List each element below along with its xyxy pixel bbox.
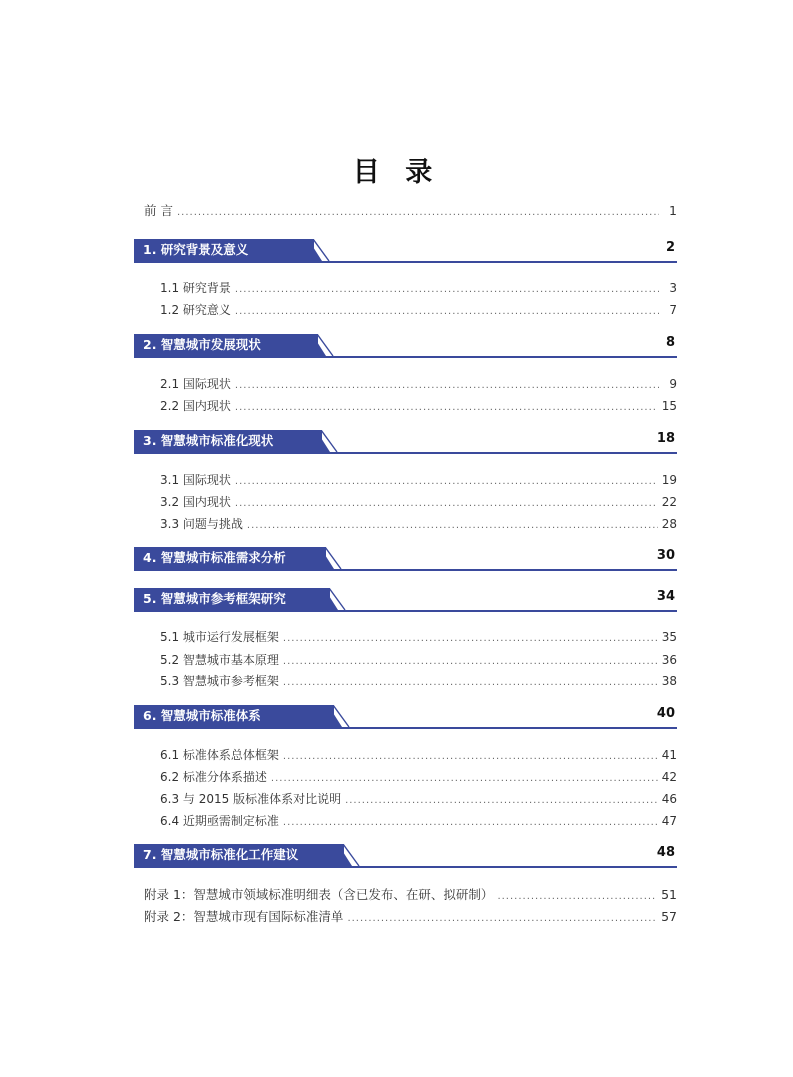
dot-leader (283, 751, 658, 762)
toc-section-label: 6.1 标准体系总体框架 (160, 748, 279, 762)
dot-leader (235, 306, 659, 317)
chapter-page-number: 48 (656, 845, 675, 860)
chapter-page-number: 30 (656, 548, 675, 563)
toc-section[interactable] (134, 471, 677, 488)
toc-section[interactable] (134, 790, 677, 807)
toc-section-page-number: 22 (661, 495, 677, 509)
chapter-page-number: 18 (656, 431, 675, 446)
toc-chapter-4[interactable] (134, 547, 677, 571)
toc-section[interactable] (134, 651, 677, 668)
dot-leader (345, 795, 658, 806)
chapter-underline (134, 356, 677, 358)
dot-leader (235, 284, 659, 295)
chapter-title: 7. 智慧城市标准化工作建议 (134, 844, 344, 866)
chapter-underline (134, 452, 677, 454)
chapter-slash-decoration (320, 705, 360, 729)
chapter-title: 2. 智慧城市发展现状 (134, 334, 318, 356)
toc-section[interactable] (134, 628, 677, 645)
page-title: 目 录 (352, 157, 441, 188)
dot-leader (247, 520, 658, 531)
toc-section[interactable] (134, 301, 677, 318)
chapter-page-number: 2 (665, 240, 675, 255)
chapter-title: 4. 智慧城市标准需求分析 (134, 547, 326, 569)
toc-appendix-2-label: 附录 2：智慧城市现有国际标准清单 (144, 909, 344, 924)
chapter-page-number: 40 (656, 706, 675, 721)
toc-section[interactable] (134, 375, 677, 392)
toc-section-label: 5.1 城市运行发展框架 (160, 630, 279, 644)
toc-section-label: 2.1 国际现状 (160, 377, 231, 391)
toc-appendix-1-page-number: 51 (661, 887, 677, 902)
toc-section-label: 3.1 国际现状 (160, 473, 231, 487)
chapter-title: 6. 智慧城市标准体系 (134, 705, 334, 727)
dot-leader (235, 498, 658, 509)
dot-leader (283, 656, 658, 667)
dot-leader (497, 891, 657, 902)
chapter-underline (134, 727, 677, 729)
toc-section[interactable] (134, 397, 677, 414)
toc-section-label: 6.2 标准分体系描述 (160, 770, 267, 784)
toc-section-page-number: 41 (661, 748, 677, 762)
dot-leader (271, 773, 658, 784)
toc-section-label: 3.3 问题与挑战 (160, 517, 243, 531)
toc-section-page-number: 47 (661, 814, 677, 828)
toc-section[interactable] (134, 279, 677, 296)
chapter-page-number: 8 (665, 335, 675, 350)
chapter-page-number: 34 (656, 589, 675, 604)
dot-leader (235, 380, 659, 391)
toc-section-label: 3.2 国内现状 (160, 495, 231, 509)
toc-chapter-5[interactable] (134, 588, 677, 612)
toc-section[interactable] (134, 768, 677, 785)
toc-section[interactable] (134, 812, 677, 829)
toc-appendix-2-page-number: 57 (661, 909, 677, 924)
chapter-slash-decoration (308, 430, 348, 454)
toc-section-label: 5.2 智慧城市基本原理 (160, 653, 279, 667)
dot-leader (283, 817, 658, 828)
toc-section[interactable] (134, 746, 677, 763)
toc-section-page-number: 15 (661, 399, 677, 413)
toc-section-page-number: 35 (661, 630, 677, 644)
toc-section[interactable] (134, 515, 677, 532)
toc-section-label: 6.4 近期亟需制定标准 (160, 814, 279, 828)
toc-section-page-number: 7 (669, 303, 677, 317)
toc-section[interactable] (134, 493, 677, 510)
chapter-underline (134, 610, 677, 612)
dot-leader (235, 476, 658, 487)
toc-section-page-number: 3 (669, 281, 677, 295)
toc-section-page-number: 38 (661, 674, 677, 688)
toc-preface-page-number: 1 (669, 203, 677, 218)
toc-chapter-2[interactable] (134, 334, 677, 358)
toc-section-label: 6.3 与 2015 版标准体系对比说明 (160, 792, 342, 806)
chapter-slash-decoration (316, 588, 356, 612)
toc-preface[interactable] (134, 201, 677, 219)
toc-appendix-2[interactable] (134, 907, 677, 925)
dot-leader (283, 633, 658, 644)
dot-leader (283, 677, 658, 688)
dot-leader (177, 207, 659, 218)
toc-section-page-number: 19 (661, 473, 677, 487)
toc-section-label: 1.2 研究意义 (160, 303, 231, 317)
toc-section-label: 2.2 国内现状 (160, 399, 231, 413)
chapter-underline (134, 569, 677, 571)
toc-section[interactable] (134, 672, 677, 689)
chapter-title: 3. 智慧城市标准化现状 (134, 430, 322, 452)
toc-section-label: 1.1 研究背景 (160, 281, 231, 295)
dot-leader (347, 913, 657, 924)
dot-leader (235, 402, 658, 413)
toc-section-page-number: 9 (669, 377, 677, 391)
toc-section-page-number: 36 (661, 653, 677, 667)
toc-section-page-number: 42 (661, 770, 677, 784)
toc-chapter-3[interactable] (134, 430, 677, 454)
chapter-underline (134, 866, 677, 868)
chapter-underline (134, 261, 677, 263)
toc-section-label: 5.3 智慧城市参考框架 (160, 674, 279, 688)
toc-chapter-1[interactable] (134, 239, 677, 263)
toc-appendix-1[interactable] (134, 885, 677, 903)
chapter-title: 1. 研究背景及意义 (134, 239, 314, 261)
chapter-slash-decoration (304, 334, 344, 358)
chapter-slash-decoration (312, 547, 352, 571)
toc-chapter-6[interactable] (134, 705, 677, 729)
toc-chapter-7[interactable] (134, 844, 677, 868)
chapter-slash-decoration (330, 844, 370, 868)
toc-appendix-1-label: 附录 1：智慧城市领域标准明细表（含已发布、在研、拟研制） (144, 887, 494, 902)
chapter-slash-decoration (300, 239, 340, 263)
toc-section-page-number: 28 (661, 517, 677, 531)
toc-section-page-number: 46 (661, 792, 677, 806)
toc-preface-label: 前 言 (144, 203, 173, 218)
chapter-title: 5. 智慧城市参考框架研究 (134, 588, 330, 610)
